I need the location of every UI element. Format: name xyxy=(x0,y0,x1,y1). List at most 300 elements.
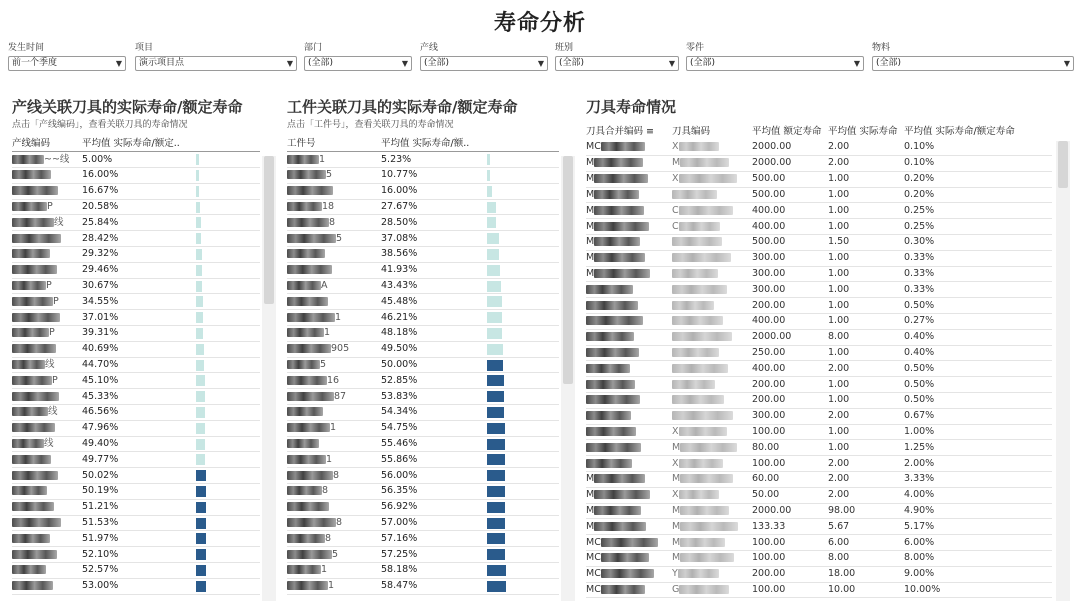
code-cell[interactable] xyxy=(12,294,82,310)
code-cell[interactable] xyxy=(12,499,82,515)
scrollbar-thumb[interactable] xyxy=(264,156,274,304)
merge-code-cell[interactable] xyxy=(586,345,672,361)
merge-code-cell[interactable] xyxy=(586,156,672,172)
code-cell[interactable] xyxy=(287,231,381,247)
filter-part-select[interactable]: (全部) ▼ xyxy=(686,56,864,71)
code-cell[interactable] xyxy=(287,389,381,405)
tool-code-cell[interactable] xyxy=(672,187,752,203)
code-cell[interactable] xyxy=(12,436,82,452)
merge-code-cell[interactable] xyxy=(586,187,672,203)
ratio-bar[interactable] xyxy=(487,407,504,418)
table-row[interactable] xyxy=(586,487,1052,503)
merge-code-cell[interactable] xyxy=(586,235,672,251)
table-row[interactable] xyxy=(586,535,1052,551)
tool-code-cell[interactable] xyxy=(672,503,752,519)
table-row[interactable] xyxy=(12,183,260,199)
column-header[interactable]: 平均值 实际寿命/额.. xyxy=(381,136,485,152)
table-row[interactable] xyxy=(12,341,260,357)
code-cell[interactable] xyxy=(12,389,82,405)
merge-code-cell[interactable] xyxy=(586,535,672,551)
code-cell[interactable] xyxy=(287,199,381,215)
tool-code-cell[interactable] xyxy=(672,235,752,251)
merge-code-cell[interactable] xyxy=(586,566,672,582)
table-row[interactable] xyxy=(12,231,260,247)
table-row[interactable] xyxy=(586,503,1052,519)
tool-code-cell[interactable] xyxy=(672,393,752,409)
table-row[interactable] xyxy=(12,215,260,231)
table-row[interactable] xyxy=(12,436,260,452)
code-cell[interactable] xyxy=(12,215,82,231)
code-cell[interactable] xyxy=(287,452,381,468)
ratio-bar[interactable] xyxy=(196,154,199,165)
ratio-bar[interactable] xyxy=(487,281,501,292)
merge-code-cell[interactable] xyxy=(586,472,672,488)
code-cell[interactable] xyxy=(12,247,82,263)
filter-project-select[interactable]: 演示项目点 ▼ xyxy=(135,56,297,71)
table-row[interactable] xyxy=(287,294,559,310)
ratio-bar[interactable] xyxy=(487,565,506,576)
redacted-code xyxy=(679,222,720,231)
table-row[interactable] xyxy=(287,278,559,294)
merge-code-cell[interactable] xyxy=(586,298,672,314)
tool-code-cell[interactable] xyxy=(672,282,752,298)
table-row[interactable] xyxy=(12,389,260,405)
code-cell[interactable] xyxy=(287,563,381,579)
ratio-bar[interactable] xyxy=(487,470,505,481)
code-cell[interactable] xyxy=(12,326,82,342)
code-cell[interactable] xyxy=(287,436,381,452)
merge-code-cell[interactable] xyxy=(586,551,672,567)
bar-cell xyxy=(485,499,559,515)
code-cell[interactable] xyxy=(12,183,82,199)
code-cell[interactable] xyxy=(12,357,82,373)
filter-line-select[interactable]: (全部) ▼ xyxy=(420,56,548,71)
table-row[interactable] xyxy=(287,436,559,452)
tool-code-cell[interactable] xyxy=(672,535,752,551)
table-row[interactable] xyxy=(586,171,1052,187)
life-ratio: 10.00% xyxy=(904,582,1052,598)
table-row[interactable] xyxy=(287,405,559,421)
code-cell[interactable] xyxy=(12,310,82,326)
merge-code-cell[interactable] xyxy=(586,456,672,472)
ratio-bar[interactable] xyxy=(487,502,505,513)
ratio-bar[interactable] xyxy=(487,202,496,213)
ratio-value: 38.56% xyxy=(381,247,485,263)
tool-code-cell[interactable] xyxy=(672,408,752,424)
tool-code-cell[interactable] xyxy=(672,361,752,377)
ratio-bar[interactable] xyxy=(196,312,203,323)
table-row[interactable] xyxy=(12,405,260,421)
table-row[interactable] xyxy=(586,282,1052,298)
table-row[interactable] xyxy=(12,294,260,310)
ratio-bar[interactable] xyxy=(487,249,499,260)
ratio-bar[interactable] xyxy=(487,486,505,497)
code-cell[interactable] xyxy=(12,547,82,563)
merge-code-cell[interactable] xyxy=(586,329,672,345)
table-row[interactable] xyxy=(586,329,1052,345)
scrollbar[interactable] xyxy=(1056,141,1070,601)
table-row[interactable] xyxy=(586,566,1052,582)
merge-code-cell[interactable] xyxy=(586,424,672,440)
table-row[interactable] xyxy=(586,408,1052,424)
table-row[interactable] xyxy=(586,551,1052,567)
filter-material-select[interactable]: (全部) ▼ xyxy=(872,56,1074,71)
code-cell[interactable] xyxy=(12,278,82,294)
table-row[interactable] xyxy=(586,345,1052,361)
table-row[interactable] xyxy=(287,515,559,531)
merge-code-cell[interactable] xyxy=(586,487,672,503)
merge-code-cell[interactable] xyxy=(586,393,672,409)
table-row[interactable] xyxy=(12,563,260,579)
code-cell[interactable] xyxy=(12,420,82,436)
code-cell[interactable] xyxy=(287,294,381,310)
column-header[interactable]: 平均值 实际寿命/额定寿命 xyxy=(904,125,1015,137)
ratio-bar[interactable] xyxy=(196,344,204,355)
ratio-bar[interactable] xyxy=(487,170,490,181)
code-cell[interactable] xyxy=(287,341,381,357)
table-row[interactable] xyxy=(586,187,1052,203)
merge-code-cell[interactable] xyxy=(586,408,672,424)
code-cell[interactable] xyxy=(12,168,82,184)
tool-code-cell[interactable] xyxy=(672,424,752,440)
filter-dept-select[interactable]: (全部) ▼ xyxy=(304,56,412,71)
ratio-bar[interactable] xyxy=(487,533,505,544)
table-row[interactable] xyxy=(12,310,260,326)
code-cell[interactable] xyxy=(12,563,82,579)
merge-code-cell[interactable] xyxy=(586,266,672,282)
code-cell[interactable] xyxy=(287,215,381,231)
table-row[interactable] xyxy=(287,326,559,342)
code-cell[interactable] xyxy=(287,405,381,421)
code-cell[interactable] xyxy=(287,262,381,278)
table-row[interactable] xyxy=(12,168,260,184)
ratio-bar[interactable] xyxy=(196,439,205,450)
table-row[interactable] xyxy=(12,515,260,531)
ratio-bar[interactable] xyxy=(487,391,504,402)
table-row[interactable] xyxy=(12,420,260,436)
merge-code-cell[interactable] xyxy=(586,503,672,519)
code-cell[interactable] xyxy=(12,468,82,484)
ratio-bar[interactable] xyxy=(196,233,201,244)
code-cell[interactable] xyxy=(287,468,381,484)
merge-code-cell[interactable] xyxy=(586,250,672,266)
ratio-bar[interactable] xyxy=(487,296,502,307)
ratio-bar[interactable] xyxy=(487,375,504,386)
ratio-bar[interactable] xyxy=(487,423,505,434)
code-cell[interactable] xyxy=(287,373,381,389)
table-row[interactable] xyxy=(586,235,1052,251)
ratio-bar[interactable] xyxy=(196,549,206,560)
table-row[interactable] xyxy=(12,262,260,278)
table-row[interactable] xyxy=(287,389,559,405)
ratio-bar[interactable] xyxy=(196,470,206,481)
code-cell[interactable] xyxy=(287,152,381,168)
table-row[interactable] xyxy=(586,361,1052,377)
scrollbar[interactable] xyxy=(561,156,575,601)
table-row[interactable] xyxy=(287,341,559,357)
ratio-bar[interactable] xyxy=(487,518,505,529)
table-row[interactable] xyxy=(586,140,1052,156)
tool-code-cell[interactable] xyxy=(672,171,752,187)
table-row[interactable] xyxy=(287,452,559,468)
table-row[interactable] xyxy=(287,531,559,547)
bar-cell xyxy=(194,563,260,579)
code-cell[interactable] xyxy=(287,278,381,294)
table-row[interactable] xyxy=(586,582,1052,598)
column-header[interactable]: 刀具编码 xyxy=(672,125,711,137)
ratio-bar[interactable] xyxy=(196,202,200,213)
merge-code-cell[interactable] xyxy=(586,314,672,330)
table-row[interactable] xyxy=(586,440,1052,456)
table-row[interactable] xyxy=(287,152,559,168)
tool-code-cell[interactable] xyxy=(672,156,752,172)
tool-code-cell[interactable] xyxy=(672,456,752,472)
code-cell[interactable] xyxy=(287,484,381,500)
ratio-bar[interactable] xyxy=(196,360,204,371)
ratio-bar[interactable] xyxy=(196,281,202,292)
table-row[interactable] xyxy=(12,578,260,594)
code-cell[interactable] xyxy=(12,515,82,531)
merge-code-cell[interactable] xyxy=(586,519,672,535)
merge-code-cell[interactable] xyxy=(586,171,672,187)
table-row[interactable] xyxy=(586,519,1052,535)
code-suffix: 线 xyxy=(54,216,64,228)
table-row[interactable] xyxy=(287,578,559,594)
merge-code-cell[interactable] xyxy=(586,140,672,156)
code-cell[interactable] xyxy=(12,231,82,247)
ratio-bar[interactable] xyxy=(196,407,205,418)
tool-code-cell[interactable] xyxy=(672,345,752,361)
ratio-bar[interactable] xyxy=(487,581,506,592)
ratio-bar[interactable] xyxy=(196,296,203,307)
column-header[interactable]: 工件号 xyxy=(287,136,381,152)
ratio-bar[interactable] xyxy=(487,154,490,165)
merge-code-cell[interactable] xyxy=(586,203,672,219)
code-cell[interactable] xyxy=(287,531,381,547)
code-cell[interactable] xyxy=(287,310,381,326)
table-row[interactable] xyxy=(12,199,260,215)
merge-code-cell[interactable] xyxy=(586,219,672,235)
life-ratio: 0.10% xyxy=(904,140,1052,156)
table-row[interactable] xyxy=(12,326,260,342)
tool-code-cell[interactable] xyxy=(672,314,752,330)
code-cell[interactable] xyxy=(287,499,381,515)
code-cell[interactable] xyxy=(12,452,82,468)
table-row[interactable] xyxy=(12,484,260,500)
table-row[interactable] xyxy=(287,420,559,436)
code-cell[interactable] xyxy=(12,199,82,215)
column-header[interactable]: 产线编码 xyxy=(12,136,82,152)
code-suffix: 1 xyxy=(335,311,342,323)
column-header[interactable]: 平均值 实际寿命/额定.. xyxy=(82,136,194,152)
table-row[interactable] xyxy=(586,377,1052,393)
tool-code-cell[interactable] xyxy=(672,140,752,156)
tool-code-cell[interactable] xyxy=(672,487,752,503)
ratio-bar[interactable] xyxy=(487,265,500,276)
tool-code-cell[interactable] xyxy=(672,440,752,456)
ratio-bar[interactable] xyxy=(487,233,499,244)
ratio-bar[interactable] xyxy=(196,486,206,497)
ratio-bar[interactable] xyxy=(487,344,503,355)
table-row[interactable] xyxy=(586,250,1052,266)
code-cell[interactable] xyxy=(287,420,381,436)
tool-code-prefix: M xyxy=(672,157,681,169)
scrollbar[interactable] xyxy=(262,156,276,601)
table-row[interactable] xyxy=(12,452,260,468)
table-row[interactable] xyxy=(287,199,559,215)
code-cell[interactable] xyxy=(12,484,82,500)
code-cell[interactable] xyxy=(287,515,381,531)
ratio-value: 56.92% xyxy=(381,499,485,515)
table-row[interactable] xyxy=(586,266,1052,282)
ratio-bar[interactable] xyxy=(196,249,202,260)
sort-icon[interactable]: ≡ xyxy=(646,125,655,137)
table-row[interactable] xyxy=(586,203,1052,219)
tool-code-cell[interactable] xyxy=(672,551,752,567)
code-cell[interactable] xyxy=(287,183,381,199)
table-row[interactable] xyxy=(12,247,260,263)
ratio-bar[interactable] xyxy=(487,328,502,339)
bar-cell xyxy=(194,547,260,563)
code-suffix: P xyxy=(52,374,58,386)
tool-code-cell[interactable] xyxy=(672,582,752,598)
table-row[interactable] xyxy=(287,563,559,579)
tool-code-prefix: Y xyxy=(672,568,678,580)
ratio-bar[interactable] xyxy=(487,454,505,465)
table-row[interactable] xyxy=(586,393,1052,409)
tool-code-cell[interactable] xyxy=(672,219,752,235)
table-row[interactable] xyxy=(287,262,559,278)
table-row[interactable] xyxy=(287,547,559,563)
code-cell[interactable] xyxy=(12,262,82,278)
ratio-bar[interactable] xyxy=(196,533,206,544)
ratio-bar[interactable] xyxy=(196,170,199,181)
merge-code-cell[interactable] xyxy=(586,282,672,298)
ratio-bar[interactable] xyxy=(196,565,206,576)
table-row[interactable] xyxy=(12,499,260,515)
table-row[interactable] xyxy=(287,310,559,326)
code-cell[interactable] xyxy=(287,168,381,184)
table-row[interactable] xyxy=(586,314,1052,330)
tool-code-cell[interactable] xyxy=(672,329,752,345)
code-suffix: 1 xyxy=(324,327,331,339)
column-header[interactable]: 刀具合并编码 ≡ xyxy=(586,125,655,137)
tool-code-cell[interactable] xyxy=(672,250,752,266)
table-row[interactable] xyxy=(287,468,559,484)
code-cell[interactable] xyxy=(287,578,381,594)
code-cell[interactable] xyxy=(12,341,82,357)
table-row[interactable] xyxy=(12,357,260,373)
ratio-bar[interactable] xyxy=(196,518,206,529)
ratio-value: 56.00% xyxy=(381,468,485,484)
table-row[interactable] xyxy=(586,156,1052,172)
tool-code-cell[interactable] xyxy=(672,519,752,535)
tool-code-cell[interactable] xyxy=(672,566,752,582)
ratio-bar[interactable] xyxy=(196,328,203,339)
redacted-code xyxy=(12,392,59,401)
column-header[interactable]: 平均值 额定寿命 xyxy=(752,125,822,137)
ratio-bar[interactable] xyxy=(196,423,205,434)
filter-shift-select[interactable]: (全部) ▼ xyxy=(555,56,679,71)
code-cell[interactable] xyxy=(12,531,82,547)
table-row[interactable] xyxy=(287,484,559,500)
column-header[interactable]: 平均值 实际寿命 xyxy=(828,125,898,137)
scrollbar-thumb[interactable] xyxy=(563,156,573,384)
code-cell[interactable] xyxy=(287,247,381,263)
ratio-bar[interactable] xyxy=(487,360,503,371)
merge-code-cell[interactable] xyxy=(586,377,672,393)
ratio-bar[interactable] xyxy=(196,217,201,228)
code-cell[interactable] xyxy=(287,326,381,342)
filter-label: 零件 xyxy=(686,43,705,53)
code-cell[interactable] xyxy=(12,405,82,421)
ratio-bar[interactable] xyxy=(487,439,505,450)
table-row[interactable] xyxy=(586,219,1052,235)
ratio-bar[interactable] xyxy=(196,186,199,197)
ratio-bar[interactable] xyxy=(196,454,205,465)
code-cell[interactable] xyxy=(12,373,82,389)
redacted-code xyxy=(287,360,320,369)
tool-code-cell[interactable] xyxy=(672,266,752,282)
tool-code-cell[interactable] xyxy=(672,377,752,393)
table-row[interactable] xyxy=(287,247,559,263)
ratio-bar[interactable] xyxy=(196,502,206,513)
table-row[interactable] xyxy=(12,278,260,294)
merge-code-cell[interactable] xyxy=(586,582,672,598)
filter-time-select[interactable]: 前一个季度 ▼ xyxy=(8,56,126,71)
code-cell[interactable] xyxy=(287,547,381,563)
rated-life: 50.00 xyxy=(752,487,828,503)
scrollbar-thumb[interactable] xyxy=(1058,141,1068,188)
table-row[interactable] xyxy=(12,373,260,389)
page-title: 寿命分析 xyxy=(493,11,586,36)
ratio-bar[interactable] xyxy=(487,312,502,323)
merge-code-cell[interactable] xyxy=(586,361,672,377)
table-row[interactable] xyxy=(287,499,559,515)
ratio-bar[interactable] xyxy=(196,375,205,386)
table-row[interactable] xyxy=(12,468,260,484)
code-cell[interactable] xyxy=(287,357,381,373)
table-row[interactable] xyxy=(287,168,559,184)
merge-code-cell[interactable] xyxy=(586,440,672,456)
table-row[interactable] xyxy=(287,183,559,199)
table-row[interactable] xyxy=(12,531,260,547)
table-row[interactable] xyxy=(287,215,559,231)
table-row[interactable] xyxy=(287,373,559,389)
table-row[interactable] xyxy=(287,357,559,373)
ratio-bar[interactable] xyxy=(487,186,492,197)
ratio-bar[interactable] xyxy=(487,217,496,228)
tool-code-cell[interactable] xyxy=(672,298,752,314)
ratio-bar[interactable] xyxy=(196,265,202,276)
bar-cell xyxy=(194,231,260,247)
table-row[interactable] xyxy=(586,424,1052,440)
table-row[interactable] xyxy=(586,298,1052,314)
code-cell[interactable] xyxy=(12,152,82,168)
table-row[interactable] xyxy=(586,456,1052,472)
table-row[interactable] xyxy=(586,472,1052,488)
code-cell[interactable] xyxy=(12,578,82,594)
ratio-bar[interactable] xyxy=(487,549,505,560)
table-row[interactable] xyxy=(287,231,559,247)
table-row[interactable] xyxy=(12,152,260,168)
ratio-value: 29.32% xyxy=(82,247,194,263)
ratio-bar[interactable] xyxy=(196,581,206,592)
tool-code-cell[interactable] xyxy=(672,472,752,488)
tool-code-cell[interactable] xyxy=(672,203,752,219)
ratio-bar[interactable] xyxy=(196,391,205,402)
table-row[interactable] xyxy=(12,547,260,563)
